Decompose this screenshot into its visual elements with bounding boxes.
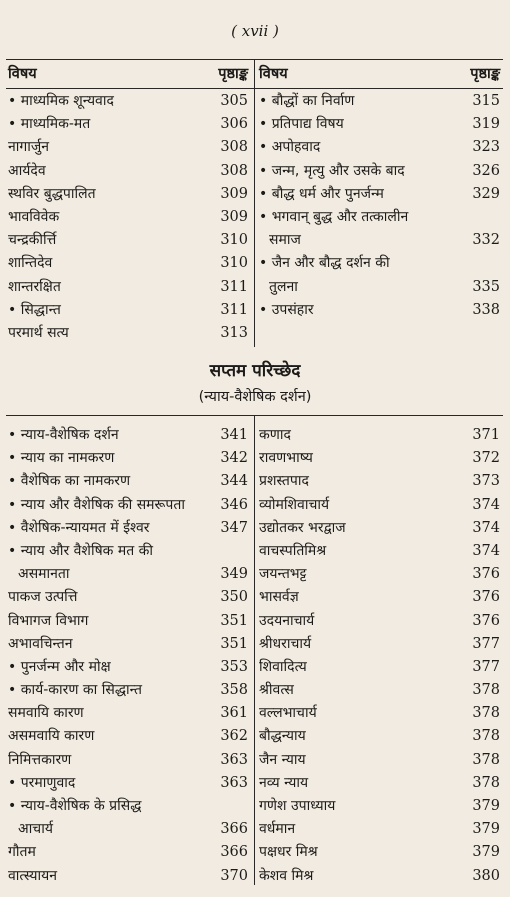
toc-entry <box>8 517 248 540</box>
entry-page-number: 351 <box>220 612 248 629</box>
entry-page-number: 362 <box>220 728 248 745</box>
entry-title: • बौद्धों का निर्वाण <box>259 93 355 109</box>
entry-page-number: 371 <box>472 427 500 443</box>
entry-page-number: 378 <box>472 774 500 791</box>
entry-title: • न्याय-वैशेषिक दर्शन <box>8 427 119 443</box>
toc-entry <box>259 610 500 633</box>
entry-title: • वैशेषिक-न्यायमत में ईश्वर <box>8 519 150 536</box>
entry-title: • पुनर्जन्म और मोक्ष <box>8 658 111 675</box>
toc-bottom-right-column <box>259 424 500 888</box>
entry-title: शिवादित्य <box>259 658 307 675</box>
toc-bottom-left-column <box>8 424 248 888</box>
toc-entry <box>259 818 500 841</box>
entry-title: पाकज उत्पत्ति <box>8 589 78 606</box>
entry-title: • बौद्ध धर्म और पुनर्जन्म <box>259 185 384 202</box>
entry-page-number: 309 <box>220 185 248 202</box>
entry-page-number: 353 <box>220 658 248 675</box>
entry-page-number: 370 <box>220 867 248 884</box>
entry-page-number: 377 <box>472 658 500 675</box>
entry-title: असमानता <box>18 566 70 583</box>
entry-title: वाचस्पतिमिश्र <box>259 542 327 559</box>
entry-title: समाज <box>269 232 301 249</box>
entry-title: असमवायि कारण <box>8 728 95 745</box>
table-header <box>8 61 248 87</box>
toc-entry <box>8 299 248 322</box>
entry-page-number: 363 <box>220 751 248 768</box>
entry-page-number: 315 <box>472 93 500 109</box>
toc-entry <box>259 447 500 470</box>
toc-entry <box>8 183 248 206</box>
entry-title: • माध्यमिक शून्यवाद <box>8 93 114 109</box>
toc-entry <box>8 494 248 517</box>
toc-entry <box>8 679 248 702</box>
entry-title: वात्स्यायन <box>8 867 57 884</box>
entry-title: उद्योतकर भरद्वाज <box>259 519 346 536</box>
entry-title: • वैशेषिक का नामकरण <box>8 473 131 490</box>
entry-title: स्थविर बुद्धपालित <box>8 185 96 202</box>
toc-entry <box>259 113 500 136</box>
entry-page-number: 373 <box>472 473 500 490</box>
toc-entry <box>259 229 500 252</box>
entry-title: चन्द्रकीर्त्ति <box>8 232 57 249</box>
entry-page-number: 378 <box>472 728 500 745</box>
entry-title: जयन्तभट्ट <box>259 566 307 583</box>
entry-title: कणाद <box>259 427 291 443</box>
entry-title: गणेश उपाध्याय <box>259 798 336 814</box>
entry-title: शान्तरक्षित <box>8 278 61 295</box>
entry-page-number: 332 <box>472 232 500 249</box>
entry-page-number: 374 <box>472 496 500 513</box>
entry-title: भावविवेक <box>8 208 60 225</box>
entry-title: श्रीधराचार्य <box>259 635 312 652</box>
entry-title: • कार्य-कारण का सिद्धान्त <box>8 682 142 699</box>
entry-page-number: 346 <box>220 496 248 513</box>
entry-title: शान्तिदेव <box>8 255 53 272</box>
toc-entry <box>259 517 500 540</box>
toc-top-left-column <box>8 61 248 345</box>
toc-entry <box>8 136 248 159</box>
entry-title: श्रीवत्स <box>259 682 294 699</box>
entry-title: निमित्तकारण <box>8 751 72 768</box>
header-subject: विषय <box>8 66 37 82</box>
toc-entry <box>259 90 500 113</box>
entry-page-number: 309 <box>220 208 248 225</box>
toc-entry <box>8 841 248 864</box>
entry-title: • माध्यमिक-मत <box>8 116 91 133</box>
entry-page-number: 335 <box>472 278 500 295</box>
header-page: पृष्ठाङ्क <box>470 66 500 82</box>
entry-page-number: 306 <box>220 116 248 133</box>
entry-page-number: 344 <box>220 473 248 490</box>
column-divider-top <box>254 59 255 347</box>
entry-page-number: 342 <box>220 450 248 467</box>
toc-entry <box>8 322 248 345</box>
entry-page-number: 372 <box>472 450 500 467</box>
section-subtitle: (न्याय-वैशेषिक दर्शन) <box>198 389 312 405</box>
entry-page-number: 378 <box>472 682 500 699</box>
toc-entry <box>8 795 248 818</box>
toc-entry <box>8 865 248 888</box>
toc-entry <box>8 725 248 748</box>
toc-entry <box>259 470 500 493</box>
entry-page-number: 379 <box>472 798 500 814</box>
toc-entry <box>8 113 248 136</box>
entry-page-number: 376 <box>472 589 500 606</box>
toc-entry <box>259 563 500 586</box>
entry-page-number: 366 <box>220 844 248 861</box>
entry-page-number: 326 <box>472 162 500 179</box>
entry-page-number: 310 <box>220 232 248 249</box>
toc-entry <box>8 229 248 252</box>
header-subject: विषय <box>259 66 288 82</box>
toc-entry <box>8 447 248 470</box>
toc-entry <box>259 252 500 275</box>
toc-entry <box>8 252 248 275</box>
entry-title: प्रशस्तपाद <box>259 473 309 490</box>
toc-entry <box>259 160 500 183</box>
toc-entry <box>8 656 248 679</box>
entry-title: • न्याय और वैशेषिक की समरूपता <box>8 496 185 513</box>
entry-title: रावणभाष्य <box>259 450 313 467</box>
toc-entry <box>8 424 248 447</box>
entry-title: • प्रतिपाद्य विषय <box>259 116 344 133</box>
entry-page-number: 305 <box>220 93 248 109</box>
entry-page-number: 378 <box>472 705 500 722</box>
toc-entry <box>259 679 500 702</box>
entry-title: नव्य न्याय <box>259 774 309 791</box>
toc-entry <box>8 540 248 563</box>
entry-page-number: 351 <box>220 635 248 652</box>
toc-list <box>259 90 500 322</box>
entry-page-number: 310 <box>220 255 248 272</box>
entry-page-number: 376 <box>472 612 500 629</box>
entry-page-number: 378 <box>472 751 500 768</box>
entry-title: • भगवान् बुद्ध और तत्कालीन <box>259 208 409 225</box>
entry-page-number: 338 <box>472 301 500 318</box>
entry-title: भासर्वज्ञ <box>259 589 299 606</box>
entry-page-number: 308 <box>220 162 248 179</box>
entry-title: • न्याय और वैशेषिक मत की <box>8 542 154 559</box>
entry-title: • जैन और बौद्ध दर्शन की <box>259 255 390 272</box>
entry-page-number: 341 <box>220 427 248 443</box>
toc-entry <box>8 276 248 299</box>
entry-title: बौद्धन्याय <box>259 728 306 745</box>
entry-page-number: 329 <box>472 185 500 202</box>
entry-title: • अपोहवाद <box>259 139 321 156</box>
entry-title: परमार्थ सत्य <box>8 324 69 341</box>
toc-entry <box>8 563 248 586</box>
toc-top-right-column <box>259 61 500 322</box>
entry-title: वर्धमान <box>259 821 296 838</box>
toc-entry <box>8 206 248 229</box>
toc-entry <box>259 795 500 818</box>
entry-title: • परमाणुवाद <box>8 774 76 791</box>
entry-title: आचार्य <box>18 821 53 838</box>
entry-title: • जन्म, मृत्यु और उसके बाद <box>259 162 405 179</box>
entry-title: आर्यदेव <box>8 162 46 179</box>
toc-entry <box>259 841 500 864</box>
toc-entry <box>259 206 500 229</box>
toc-entry <box>259 586 500 609</box>
entry-title: वल्लभाचार्य <box>259 705 317 722</box>
entry-page-number: 311 <box>220 301 248 318</box>
toc-entry <box>259 276 500 299</box>
toc-entry <box>259 656 500 679</box>
entry-title: पक्षधर मिश्र <box>259 844 318 861</box>
entry-title: • न्याय का नामकरण <box>8 450 115 467</box>
entry-page-number: 323 <box>472 139 500 156</box>
entry-page-number: 363 <box>220 774 248 791</box>
toc-entry <box>259 633 500 656</box>
toc-entry <box>8 633 248 656</box>
entry-title: • न्याय-वैशेषिक के प्रसिद्ध <box>8 798 142 814</box>
header-page: पृष्ठाङ्क <box>218 66 248 82</box>
entry-page-number: 319 <box>472 116 500 133</box>
toc-entry <box>8 586 248 609</box>
toc-list <box>8 90 248 345</box>
entry-page-number: 350 <box>220 589 248 606</box>
toc-entry <box>259 749 500 772</box>
toc-entry <box>259 725 500 748</box>
entry-title: अभावचिन्तन <box>8 635 73 652</box>
toc-entry <box>259 772 500 795</box>
toc-entry <box>259 540 500 563</box>
entry-page-number: 349 <box>220 566 248 583</box>
entry-page-number: 311 <box>220 278 248 295</box>
toc-entry <box>8 470 248 493</box>
toc-entry <box>8 818 248 841</box>
column-divider-bottom <box>254 415 255 885</box>
toc-entry <box>259 702 500 725</box>
entry-title: केशव मिश्र <box>259 867 314 884</box>
entry-title: समवायि कारण <box>8 705 84 722</box>
entry-title: • उपसंहार <box>259 301 314 318</box>
entry-page-number: 377 <box>472 635 500 652</box>
toc-entry <box>8 610 248 633</box>
entry-page-number: 347 <box>220 519 248 536</box>
entry-page-number: 379 <box>472 844 500 861</box>
toc-entry <box>8 772 248 795</box>
entry-page-number: 379 <box>472 821 500 838</box>
toc-entry <box>259 424 500 447</box>
entry-title: जैन न्याय <box>259 751 306 768</box>
entry-page-number: 361 <box>220 705 248 722</box>
toc-entry <box>259 865 500 888</box>
entry-title: विभागज विभाग <box>8 612 89 629</box>
toc-entry <box>259 136 500 159</box>
entry-title: नागार्जुन <box>8 139 50 156</box>
entry-title: • सिद्धान्त <box>8 301 61 318</box>
toc-entry <box>259 299 500 322</box>
entry-page-number: 374 <box>472 542 500 559</box>
toc-entry <box>8 160 248 183</box>
entry-page-number: 313 <box>220 324 248 341</box>
entry-page-number: 380 <box>472 867 500 884</box>
entry-page-number: 358 <box>220 682 248 699</box>
toc-entry <box>259 183 500 206</box>
toc-entry <box>8 749 248 772</box>
entry-title: उदयनाचार्य <box>259 612 315 629</box>
entry-page-number: 308 <box>220 139 248 156</box>
table-header <box>259 61 500 87</box>
toc-entry <box>8 702 248 725</box>
page-number: ( xvii ) <box>231 22 279 40</box>
entry-page-number: 374 <box>472 519 500 536</box>
entry-page-number: 376 <box>472 566 500 583</box>
section-title: सप्तम परिच्छेद <box>209 361 301 381</box>
entry-title: तुलना <box>269 278 298 295</box>
entry-title: गौतम <box>8 844 36 861</box>
toc-entry <box>259 494 500 517</box>
entry-page-number: 366 <box>220 821 248 838</box>
toc-entry <box>8 90 248 113</box>
entry-title: व्योमशिवाचार्य <box>259 496 330 513</box>
